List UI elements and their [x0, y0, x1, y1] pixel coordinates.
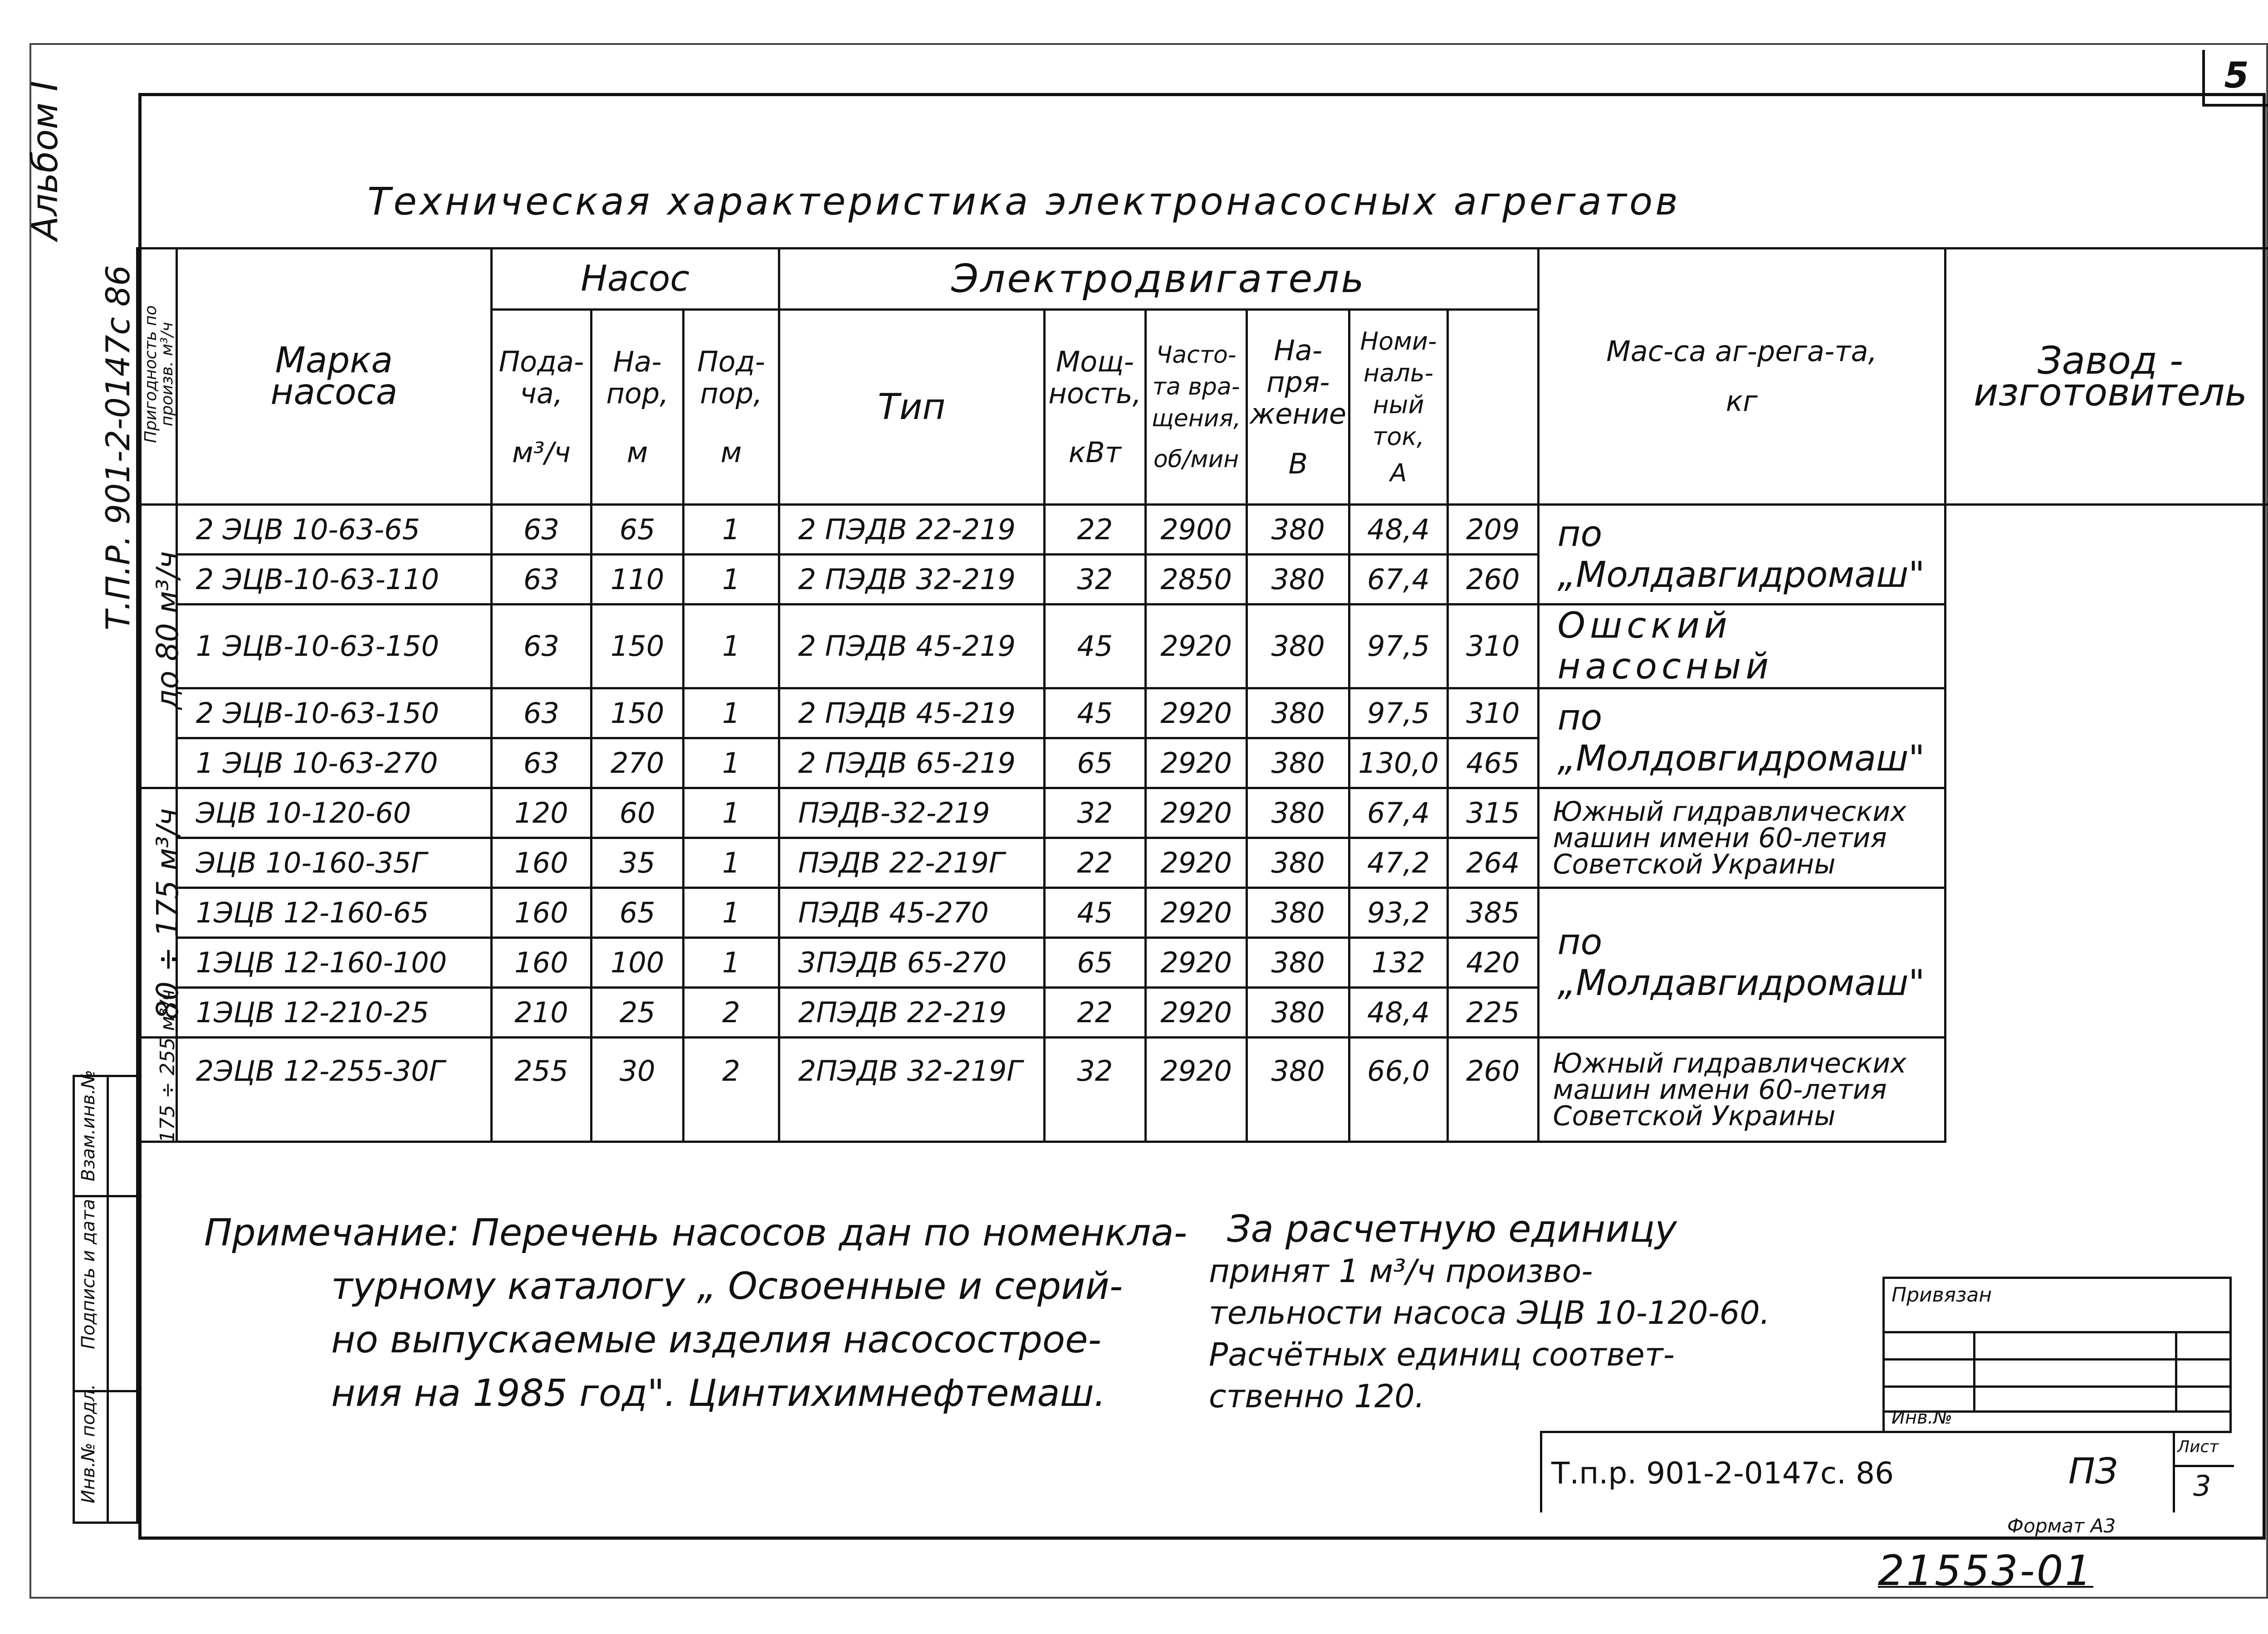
cell-mark: 1 ЭЦВ-10-63-150	[176, 605, 491, 688]
table-row	[137, 505, 2268, 555]
cell-mark: 2 ЭЦВ-10-63-110	[176, 555, 491, 605]
cell-rpm: 2850	[1145, 555, 1246, 605]
cell-type: 2 ПЭДВ 65-219	[779, 738, 1044, 788]
col-power: Мощ-ность, кВт	[1044, 310, 1145, 505]
note-secondary	[1209, 1209, 1770, 1417]
cell-kg: 420	[1447, 938, 1538, 988]
note-line: Расчётных единиц соответ-	[1209, 1336, 1675, 1373]
cell-type: ПЭДВ 45-270	[779, 888, 1044, 938]
cell-kw: 45	[1044, 688, 1145, 738]
table-row	[137, 938, 2268, 988]
cell-p: 2	[684, 1038, 779, 1142]
note-primary	[204, 1206, 1187, 1420]
cell-p: 2	[684, 988, 779, 1038]
cell-type: 2 ПЭДВ 45-219	[779, 605, 1044, 688]
page-number: 5	[2224, 55, 2249, 96]
col-lift: Под-пор, м	[684, 310, 779, 505]
cell-h: 100	[591, 938, 684, 988]
cell-kg: 260	[1447, 555, 1538, 605]
inv-label: Инв.№	[1892, 1407, 1952, 1428]
cell-h: 60	[591, 788, 684, 838]
cell-mark: 1ЭЦВ 12-160-65	[176, 888, 491, 938]
cell-p: 1	[684, 788, 779, 838]
cell-kw: 32	[1044, 1038, 1145, 1142]
cell-mark: 1ЭЦВ 12-160-100	[176, 938, 491, 988]
cell-v: 380	[1247, 505, 1349, 555]
cell-q: 63	[491, 605, 591, 688]
cell-v: 380	[1247, 988, 1349, 1038]
cell-a: 48,4	[1349, 988, 1448, 1038]
inventory-number: 21553-01	[1878, 1546, 2093, 1595]
cell-q: 63	[491, 505, 591, 555]
cell-kg: 465	[1447, 738, 1538, 788]
cell-q: 63	[491, 555, 591, 605]
cell-h: 65	[591, 888, 684, 938]
cell-v: 380	[1247, 605, 1349, 688]
cell-type: 2 ПЭДВ 45-219	[779, 688, 1044, 738]
cell-kw: 32	[1044, 555, 1145, 605]
col-head: На-пор, м	[591, 310, 684, 505]
cell-a: 97,5	[1349, 688, 1448, 738]
page-number-box	[2202, 50, 2268, 107]
cell-h: 110	[591, 555, 684, 605]
cell-kg: 225	[1447, 988, 1538, 1038]
cell-plant: Южный гидравлических машин имени 60-летия Советской Украины	[1538, 1038, 1945, 1142]
cell-type: 2 ПЭДВ 22-219	[779, 505, 1044, 555]
spec-table	[136, 247, 2268, 1143]
drawing-code-vertical: Т.П.Р. 901-2-0147с 86	[99, 265, 137, 630]
cell-kw: 22	[1044, 988, 1145, 1038]
cell-kg: 264	[1447, 838, 1538, 888]
cell-rpm: 2920	[1145, 1038, 1246, 1142]
page-title: Техническая характеристика электронасосных агрегатов	[367, 179, 1681, 224]
cell-type: ПЭДВ-32-219	[779, 788, 1044, 838]
table-row	[137, 988, 2268, 1038]
cell-p: 1	[684, 505, 779, 555]
cell-h: 25	[591, 988, 684, 1038]
cell-rpm: 2920	[1145, 605, 1246, 688]
cell-p: 1	[684, 738, 779, 788]
cell-type: 3ПЭДВ 65-270	[779, 938, 1044, 988]
cell-kg: 315	[1447, 788, 1538, 838]
cell-q: 160	[491, 888, 591, 938]
cell-q: 63	[491, 738, 591, 788]
productivity-range: 175 ÷ 255 м³/ч	[137, 1038, 177, 1142]
table-row	[137, 688, 2268, 738]
cell-a: 93,2	[1349, 888, 1448, 938]
productivity-range: до 80 м³/ч	[137, 505, 177, 788]
cell-v: 380	[1247, 788, 1349, 838]
bound-label: Привязан	[1892, 1283, 1992, 1307]
sheet-number: 3	[2193, 1469, 2211, 1502]
cell-kw: 32	[1044, 788, 1145, 838]
cell-v: 380	[1247, 888, 1349, 938]
cell-q: 63	[491, 688, 591, 738]
note-line: За расчетную единицу	[1227, 1208, 1677, 1251]
table-row	[137, 888, 2268, 938]
table-row	[137, 738, 2268, 788]
table-row	[137, 788, 2268, 838]
cell-kg: 385	[1447, 888, 1538, 938]
cell-mark: ЭЦВ 10-120-60	[176, 788, 491, 838]
cell-kw: 45	[1044, 605, 1145, 688]
cell-v: 380	[1247, 938, 1349, 988]
cell-a: 132	[1349, 938, 1448, 988]
cell-plant: по „Молдовгидромаш"	[1538, 688, 1945, 788]
sheet-label: Лист	[2177, 1438, 2219, 1456]
col-speed: Часто-та вра-щения, об/мин	[1145, 310, 1246, 505]
table-row	[137, 838, 2268, 888]
cell-v: 380	[1247, 555, 1349, 605]
col-productivity: Пригодность по произв. м³/ч	[137, 249, 177, 505]
cell-mark: 2 ЭЦВ 10-63-65	[176, 505, 491, 555]
cell-rpm: 2920	[1145, 688, 1246, 738]
cell-a: 48,4	[1349, 505, 1448, 555]
cell-v: 380	[1247, 1038, 1349, 1142]
cell-a: 66,0	[1349, 1038, 1448, 1142]
cell-h: 35	[591, 838, 684, 888]
col-plant: Завод - изготовитель	[1945, 249, 2268, 505]
table-row	[137, 605, 2268, 688]
cell-plant: по „Молдавгидромаш"	[1538, 505, 1945, 605]
cell-type: 2ПЭДВ 32-219Г	[779, 1038, 1044, 1142]
cell-q: 120	[491, 788, 591, 838]
cell-rpm: 2900	[1145, 505, 1246, 555]
cell-kg: 260	[1447, 1038, 1538, 1142]
cell-h: 270	[591, 738, 684, 788]
cell-a: 67,4	[1349, 788, 1448, 838]
cell-q: 210	[491, 988, 591, 1038]
cell-type: 2ПЭДВ 22-219	[779, 988, 1044, 1038]
cell-kw: 65	[1044, 938, 1145, 988]
cell-a: 67,4	[1349, 555, 1448, 605]
note-line: ния на 1985 год". Цинтихимнефтемаш.	[331, 1372, 1106, 1415]
designation: Т.п.р. 901-2-0147с. 86	[1551, 1456, 1894, 1491]
group-motor: Электродвигатель	[779, 249, 1538, 310]
cell-h: 150	[591, 605, 684, 688]
cell-rpm: 2920	[1145, 988, 1246, 1038]
cell-kg: 310	[1447, 605, 1538, 688]
cell-mark: 2 ЭЦВ-10-63-150	[176, 688, 491, 738]
col-mark: Марка насоса	[176, 249, 491, 505]
note-line: принят 1 м³/ч произво-	[1209, 1253, 1593, 1290]
cell-p: 1	[684, 688, 779, 738]
cell-rpm: 2920	[1145, 938, 1246, 988]
cell-kw: 22	[1044, 838, 1145, 888]
cell-p: 1	[684, 605, 779, 688]
cell-a: 97,5	[1349, 605, 1448, 688]
cell-rpm: 2920	[1145, 888, 1246, 938]
section-code: ПЗ	[2068, 1451, 2118, 1492]
cell-mark: 2ЭЦВ 12-255-30Г	[176, 1038, 491, 1142]
note-line: но выпускаемые изделия насосострое-	[331, 1318, 1102, 1361]
cell-p: 1	[684, 555, 779, 605]
col-mass: Мас-са аг-рега-та, кг	[1538, 249, 1945, 505]
group-pump: Насос	[491, 249, 779, 310]
cell-rpm: 2920	[1145, 838, 1246, 888]
productivity-range: 80 ÷ 175 м³/ч	[137, 788, 177, 1038]
cell-h: 30	[591, 1038, 684, 1142]
cell-plant: Южный гидравлических машин имени 60-летия Советской Украины	[1538, 788, 1945, 888]
note-line: тельности насоса ЭЦВ 10-120-60.	[1209, 1294, 1770, 1332]
cell-h: 65	[591, 505, 684, 555]
cell-mark: ЭЦВ 10-160-35Г	[176, 838, 491, 888]
cell-a: 47,2	[1349, 838, 1448, 888]
table-row	[137, 1038, 2268, 1142]
note-line: турному каталогу „ Освоенные и серий-	[331, 1265, 1123, 1308]
cell-q: 255	[491, 1038, 591, 1142]
cell-kg: 310	[1447, 688, 1538, 738]
cell-rpm: 2920	[1145, 788, 1246, 838]
format-label: Формат А3	[2007, 1515, 2116, 1537]
binding-block	[1882, 1277, 2232, 1433]
stamp-signature-date: Подпись и дата	[78, 1199, 99, 1349]
cell-v: 380	[1247, 738, 1349, 788]
designation-block	[1540, 1431, 2232, 1512]
cell-kg: 209	[1447, 505, 1538, 555]
cell-p: 1	[684, 938, 779, 988]
cell-h: 150	[591, 688, 684, 738]
table-row	[137, 555, 2268, 605]
cell-v: 380	[1247, 688, 1349, 738]
cell-q: 160	[491, 838, 591, 888]
col-current: Номи-наль-ный ток, А	[1349, 310, 1448, 505]
col-supply: Пода-ча, м³/ч	[491, 310, 591, 505]
cell-kw: 22	[1044, 505, 1145, 555]
cell-rpm: 2920	[1145, 738, 1246, 788]
cell-q: 160	[491, 938, 591, 988]
note-line: Примечание: Перечень насосов дан по номенкла-	[204, 1211, 1188, 1254]
cell-v: 380	[1247, 838, 1349, 888]
col-voltage: На-пря-жение В	[1247, 310, 1349, 505]
cell-p: 1	[684, 888, 779, 938]
cell-p: 1	[684, 838, 779, 888]
note-line: ственно 120.	[1209, 1378, 1425, 1415]
album-label: Альбом I	[25, 81, 66, 240]
cell-plant: по „Молдавгидромаш"	[1538, 888, 1945, 1038]
col-type: Тип	[779, 310, 1044, 505]
stamp-original-inv: Инв.№ подл.	[78, 1384, 99, 1503]
cell-kw: 45	[1044, 888, 1145, 938]
cell-plant: Ошский насосный	[1538, 605, 1945, 688]
cell-type: ПЭДВ 22-219Г	[779, 838, 1044, 888]
cell-kw: 65	[1044, 738, 1145, 788]
stamp-replaced-inv: Взам.инв.№	[78, 1069, 99, 1181]
cell-a: 130,0	[1349, 738, 1448, 788]
cell-mark: 1 ЭЦВ 10-63-270	[176, 738, 491, 788]
cell-type: 2 ПЭДВ 32-219	[779, 555, 1044, 605]
cell-mark: 1ЭЦВ 12-210-25	[176, 988, 491, 1038]
